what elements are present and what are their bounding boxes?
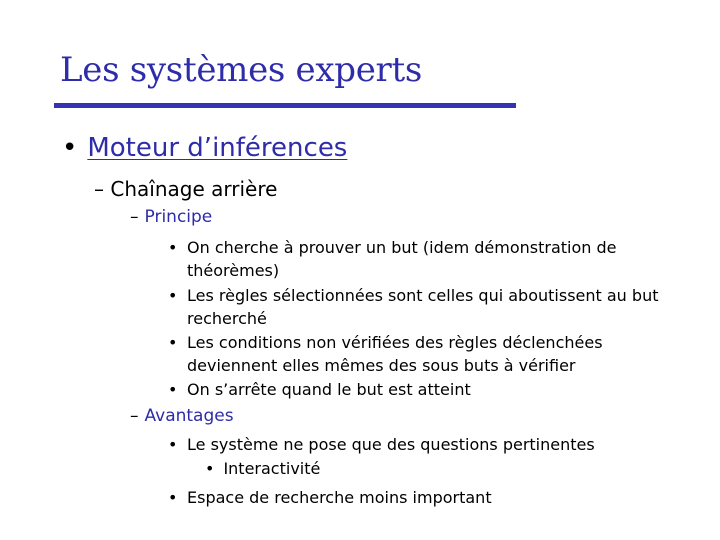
sub-list-item-text: Interactivité xyxy=(223,459,321,478)
dash: – xyxy=(94,177,104,201)
section-heading-text: Avantages xyxy=(144,406,234,426)
bullet: • xyxy=(168,435,178,454)
level2-item xyxy=(94,177,277,201)
dash: – xyxy=(130,406,139,426)
bullet: • xyxy=(168,333,178,352)
list-item-text: Les conditions non vérifiées des règles déclenchées deviennent elles mêmes des sous buts à vérifier xyxy=(187,333,603,375)
dash: – xyxy=(130,207,139,227)
sub-list-item xyxy=(205,459,320,478)
list-item xyxy=(168,433,688,456)
bullet: • xyxy=(168,488,178,507)
list-item xyxy=(168,236,688,282)
list-item-text: Le système ne pose que des questions pertinentes xyxy=(187,435,595,454)
bullet: • xyxy=(62,133,78,163)
section-heading-text: Principe xyxy=(144,207,213,227)
bullet: • xyxy=(205,459,215,478)
list-item xyxy=(168,284,688,330)
section-heading-avantages xyxy=(130,406,234,426)
list-item xyxy=(168,331,688,377)
bullet: • xyxy=(168,286,178,305)
slide-title: Les systèmes experts xyxy=(60,50,423,90)
title-underline xyxy=(54,103,516,108)
bullet: • xyxy=(168,238,178,257)
section-heading-principe xyxy=(130,207,212,227)
list-item-text: On cherche à prouver un but (idem démonstration de théorèmes) xyxy=(187,238,617,280)
list-item-text: Espace de recherche moins important xyxy=(187,488,492,507)
level1-item xyxy=(62,133,347,163)
list-item-text: Les règles sélectionnées sont celles qui aboutissent au but recherché xyxy=(187,286,659,328)
list-item xyxy=(168,486,688,509)
bullet: • xyxy=(168,380,178,399)
list-item-text: On s’arrête quand le but est atteint xyxy=(187,380,471,399)
level2-text: Chaînage arrière xyxy=(110,177,278,201)
level1-text: Moteur d’inférences xyxy=(87,133,348,163)
list-item xyxy=(168,378,688,401)
